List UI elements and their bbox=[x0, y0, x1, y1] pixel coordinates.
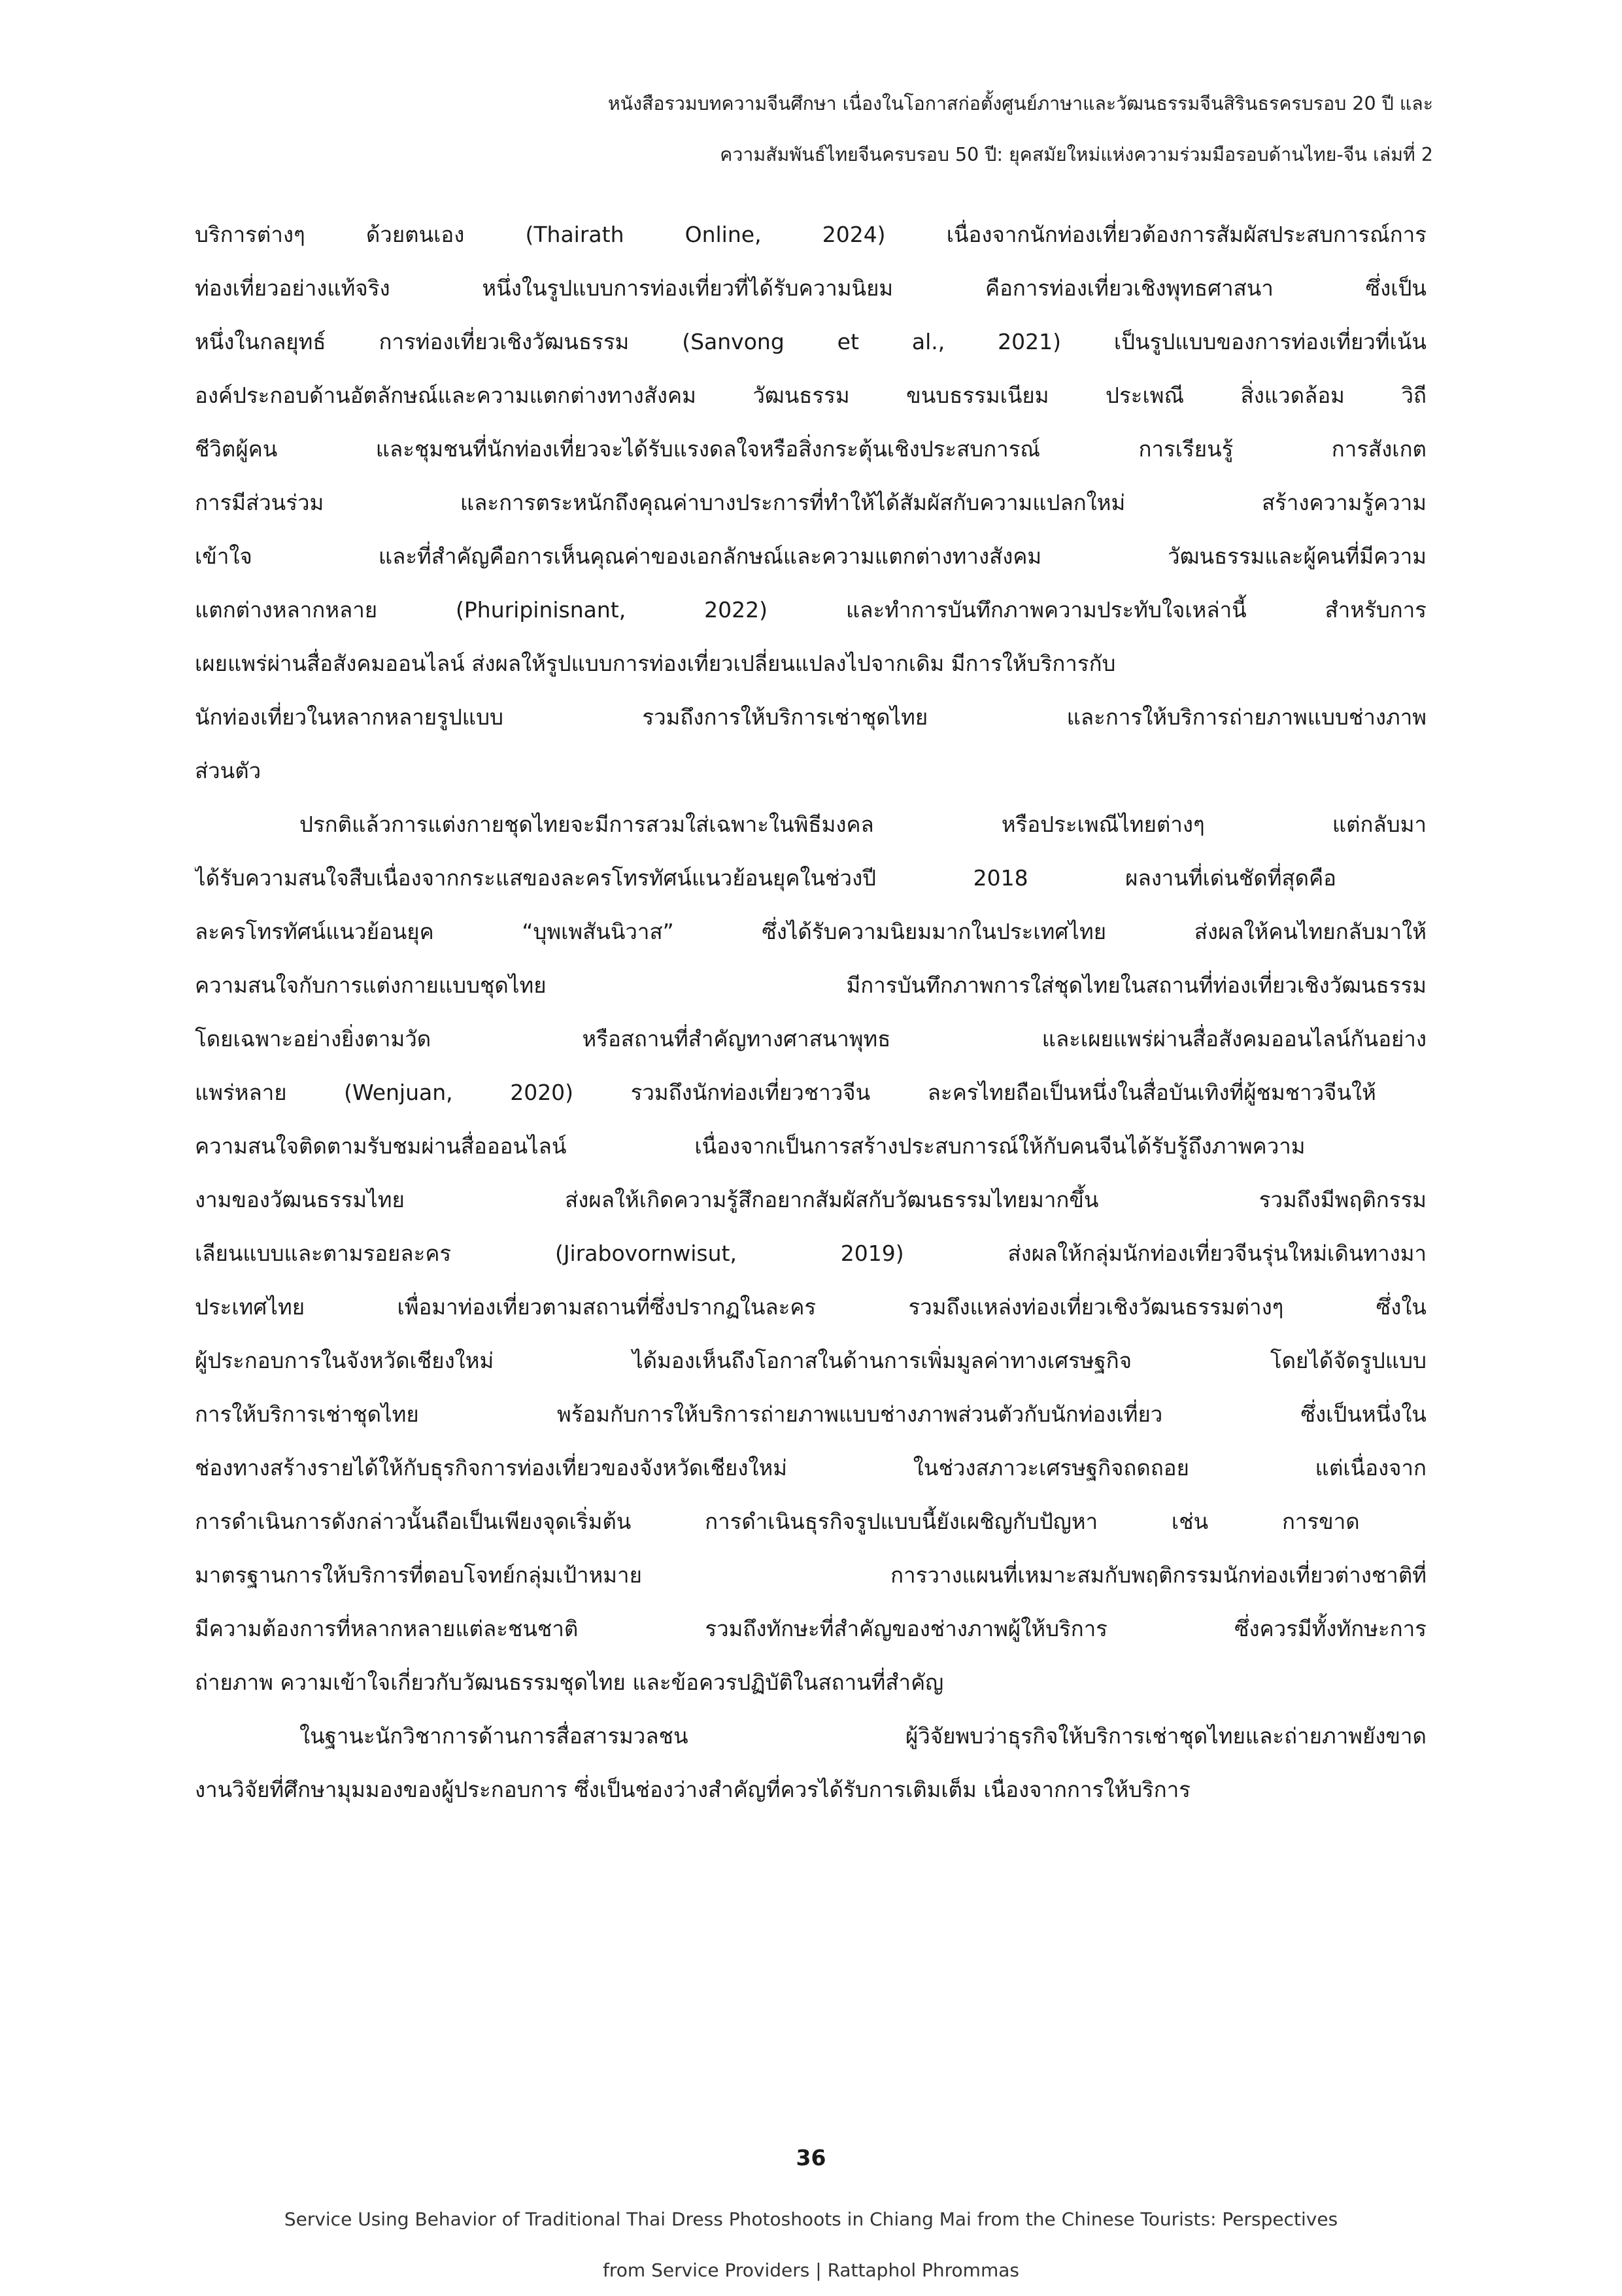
paragraph-line: เผยแพร่ผ่านสื่อสังคมออนไลน์ ส่งผลให้รูปแบบการท่องเที่ยวเปลี่ยนแปลงไปจากเดิม มีการให้บริการกับ bbox=[195, 651, 1116, 676]
paragraph-line: ความสนใจกับการแต่งกายแบบชุดไทย มีการบันทึกภาพการใส่ชุดไทยในสถานที่ท่องเที่ยวเชิงวัฒนธรรม bbox=[195, 972, 1427, 998]
paragraph-line: หนึ่งในกลยุทธ์ การท่องเที่ยวเชิงวัฒนธรรม (Sanvong et al., 2021) เป็นรูปแบบของการท่องเที่ยวที่เน้น bbox=[195, 329, 1427, 354]
paragraph bbox=[195, 1709, 1427, 1817]
paragraph-line: ประเทศไทย เพื่อมาท่องเที่ยวตามสถานที่ซึ่งปรากฏในละคร รวมถึงแหล่งท่องเที่ยวเชิงวัฒนธรรมต่างๆ ซึ่งใน bbox=[195, 1294, 1427, 1320]
paragraph-line: ได้รับความสนใจสืบเนื่องจากกระแสของละครโทรทัศน์แนวย้อนยุคในช่วงปี 2018 ผลงานที่เด่นชัดที่สุดคือ bbox=[195, 865, 1336, 891]
paragraph-line: มาตรฐานการให้บริการที่ตอบโจทย์กลุ่มเป้าหมาย การวางแผนที่เหมาะสมกับพฤติกรรมนักท่องเที่ยวต่างชาติที่ bbox=[195, 1562, 1427, 1588]
paragraph-line: แพร่หลาย (Wenjuan, 2020) รวมถึงนักท่องเที่ยวชาวจีน ละครไทยถือเป็นหนึ่งในสื่อบันเทิงที่ผู้ชมชาวจีนให้ bbox=[195, 1080, 1376, 1105]
paragraph-line: ชีวิตผู้คน และชุมชนที่นักท่องเที่ยวจะได้รับแรงดลใจหรือสิ่งกระตุ้นเชิงประสบการณ์ การเรียนรู้ การสังเกต bbox=[195, 436, 1427, 462]
paragraph bbox=[195, 798, 1427, 1709]
paragraph-line: ถ่ายภาพ ความเข้าใจเกี่ยวกับวัฒนธรรมชุดไทย และข้อควรปฏิบัติในสถานที่สำคัญ bbox=[195, 1670, 944, 1695]
paragraph-line: ผู้ประกอบการในจังหวัดเชียงใหม่ ได้มองเห็นถึงโอกาสในด้านการเพิ่มมูลค่าทางเศรษฐกิจ โดยได้จัดรูปแบบ bbox=[195, 1348, 1427, 1373]
paragraph-line: ละครโทรทัศน์แนวย้อนยุค “บุพเพสันนิวาส” ซึ่งได้รับความนิยมมากในประเทศไทย ส่งผลให้คนไทยกลับมาให้ bbox=[195, 919, 1427, 944]
running-footer-line-1: Service Using Behavior of Traditional Thai Dress Photoshoots in Chiang Mai from the Chinese Tourists: Perspectives bbox=[284, 2208, 1338, 2230]
paragraph-line: ในฐานะนักวิชาการด้านการสื่อสารมวลชน ผู้วิจัยพบว่าธุรกิจให้บริการเช่าชุดไทยและถ่ายภาพยังขาด bbox=[299, 1723, 1427, 1749]
paragraph-line: ส่วนตัว bbox=[195, 758, 262, 783]
page-number: 36 bbox=[796, 2145, 826, 2170]
paragraph-line: มีความต้องการที่หลากหลายแต่ละชนชาติ รวมถึงทักษะที่สำคัญของช่างภาพผู้ให้บริการ ซึ่งควรมีทั้งทักษะการ bbox=[195, 1616, 1427, 1641]
paragraph-line: การดำเนินการดังกล่าวนั้นถือเป็นเพียงจุดเริ่มต้น การดำเนินธุรกิจรูปแบบนี้ยังเผชิญกับปัญหา เช่น การขาด bbox=[195, 1509, 1360, 1534]
paragraph-line: แตกต่างหลากหลาย (Phuripinisnant, 2022) และทำการบันทึกภาพความประทับใจเหล่านี้ สำหรับการ bbox=[195, 597, 1427, 623]
paragraph-line: งานวิจัยที่ศึกษามุมมองของผู้ประกอบการ ซึ่งเป็นช่องว่างสำคัญที่ควรได้รับการเติมเต็ม เนื่องจากการให้บริการ bbox=[195, 1777, 1191, 1802]
paragraph-line: ความสนใจติดตามรับชมผ่านสื่อออนไลน์ เนื่องจากเป็นการสร้างประสบการณ์ให้กับคนจีนได้รับรู้ถึงภาพความ bbox=[195, 1133, 1306, 1159]
paragraph-line: การให้บริการเช่าชุดไทย พร้อมกับการให้บริการถ่ายภาพแบบช่างภาพส่วนตัวกับนักท่องเที่ยว ซึ่งเป็นหนึ่งใน bbox=[195, 1401, 1427, 1427]
paragraph-line: ท่องเที่ยวอย่างแท้จริง หนึ่งในรูปแบบการท่องเที่ยวที่ได้รับความนิยม คือการท่องเที่ยวเชิงพุทธศาสนา ซึ่งเป็น bbox=[195, 275, 1427, 301]
paragraph bbox=[195, 208, 1427, 798]
paragraph-line: องค์ประกอบด้านอัตลักษณ์และความแตกต่างทางสังคม วัฒนธรรม ขนบธรรมเนียม ประเพณี สิ่งแวดล้อม วิถี bbox=[195, 383, 1427, 408]
paragraph-line: ช่องทางสร้างรายได้ให้กับธุรกิจการท่องเที่ยวของจังหวัดเชียงใหม่ ในช่วงสภาวะเศรษฐกิจถดถอย แต่เนื่องจาก bbox=[195, 1455, 1427, 1481]
paragraph-line: บริการต่างๆ ด้วยตนเอง (Thairath Online, 2024) เนื่องจากนักท่องเที่ยวต้องการสัมผัสประสบการณ์การ bbox=[195, 222, 1427, 247]
paragraph-line: เลียนแบบและตามรอยละคร (Jirabovornwisut, 2019) ส่งผลให้กลุ่มนักท่องเที่ยวจีนรุ่นใหม่เดินทางมา bbox=[195, 1241, 1427, 1266]
running-footer bbox=[0, 2194, 1622, 2296]
paragraph-line: ปรกติแล้วการแต่งกายชุดไทยจะมีการสวมใส่เฉพาะในพิธีมงคล หรือประเพณีไทยต่างๆ แต่กลับมา bbox=[299, 812, 1427, 837]
paragraph-line: โดยเฉพาะอย่างยิ่งตามวัด หรือสถานที่สำคัญทางศาสนาพุทธ และเผยแพร่ผ่านสื่อสังคมออนไลน์กันอย่าง bbox=[195, 1026, 1427, 1052]
body-text bbox=[195, 208, 1427, 1817]
paragraph-line: นักท่องเที่ยวในหลากหลายรูปแบบ รวมถึงการให้บริการเช่าชุดไทย และการให้บริการถ่ายภาพแบบช่างภาพ bbox=[195, 704, 1427, 730]
paragraph-line: การมีส่วนร่วม และการตระหนักถึงคุณค่าบางประการที่ทำให้ได้สัมผัสกับความแปลกใหม่ สร้างความรู้ความ bbox=[195, 490, 1427, 515]
running-header bbox=[191, 78, 1433, 180]
running-header-line-2: ความสัมพันธ์ไทยจีนครบรอบ 50 ปี: ยุคสมัยใหม่แห่งความร่วมมือรอบด้านไทย-จีน เล่มที่ 2 bbox=[720, 144, 1433, 165]
running-footer-line-2: from Service Providers | Rattaphol Phrommas bbox=[603, 2259, 1019, 2281]
running-header-line-1: หนังสือรวมบทความจีนศึกษา เนื่องในโอกาสก่อตั้งศูนย์ภาษาและวัฒนธรรมจีนสิรินธรครบรอบ 20 ปี และ bbox=[607, 93, 1433, 114]
paragraph-line: งามของวัฒนธรรมไทย ส่งผลให้เกิดความรู้สึกอยากสัมผัสกับวัฒนธรรมไทยมากขึ้น รวมถึงมีพฤติกรรม bbox=[195, 1187, 1427, 1212]
paragraph-line: เข้าใจ และที่สำคัญคือการเห็นคุณค่าของเอกลักษณ์และความแตกต่างทางสังคม วัฒนธรรมและผู้คนที่มีความ bbox=[195, 543, 1427, 569]
